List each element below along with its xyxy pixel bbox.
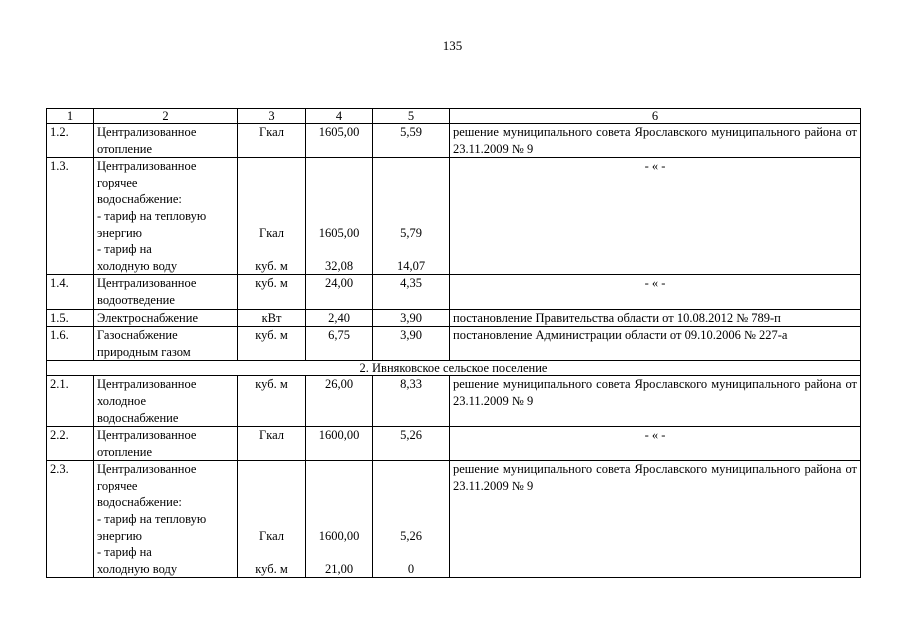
cell-line: Централизованное (97, 428, 197, 443)
table-row (47, 275, 861, 309)
cell-line: отопление (97, 444, 153, 459)
legal-basis: постановление Администрации области от 09.10.2006 № 227-а (450, 327, 861, 361)
row-number: 1.6. (47, 327, 94, 361)
unit-cell (238, 461, 306, 578)
cell-line: Централизованное (97, 125, 197, 139)
cell-line: горячее (97, 478, 138, 493)
cell-line: Централизованное (97, 276, 197, 291)
cell-line (309, 241, 369, 258)
section-row (47, 361, 861, 376)
cell-line: энергию (97, 528, 143, 543)
cell-line (309, 511, 369, 528)
cell-line (241, 544, 302, 561)
cell-line (241, 208, 302, 225)
tariff-cell (373, 427, 450, 461)
cell-line: водоснабжение: (97, 192, 182, 207)
cell-line: Электроснабжение (97, 310, 198, 325)
cell-line (241, 241, 302, 258)
cell-line: 0 (407, 561, 415, 576)
cell-line: 32,08 (324, 258, 354, 273)
cell-line (241, 158, 302, 175)
cell-line (376, 478, 446, 495)
column-header: 6 (450, 109, 861, 124)
cell-line (241, 494, 302, 511)
cell-line (309, 478, 369, 495)
unit-cell (238, 427, 306, 461)
table-row (47, 124, 861, 158)
section-title: 2. Ивняковское сельское поселение (47, 361, 861, 376)
legal-basis: - « - (450, 275, 861, 309)
legal-basis: решение муниципального совета Ярославского муниципального района от 23.11.2009 № 9 (450, 376, 861, 427)
cell-line: 5,26 (400, 528, 422, 543)
cell-line: 24,00 (324, 276, 354, 291)
cell-line: энергию (97, 225, 143, 240)
page-number: 135 (442, 38, 463, 53)
cell-line (309, 461, 369, 478)
cell-line (376, 191, 446, 208)
volume-cell (306, 427, 373, 461)
cell-line (376, 208, 446, 225)
tariff-cell (373, 461, 450, 578)
cell-line: - тариф на тепловую (97, 208, 207, 223)
cell-line (241, 461, 302, 478)
legal-basis: постановление Правительства области от 10.08.2012 № 789-п (450, 309, 861, 327)
cell-line: холодное (97, 393, 146, 408)
legal-basis: решение муниципального совета Ярославского муниципального района от 23.11.2009 № 9 (450, 124, 861, 158)
cell-line (376, 461, 446, 478)
service-name (94, 124, 238, 158)
unit-cell (238, 327, 306, 361)
cell-line: отопление (97, 141, 153, 156)
volume-cell (306, 376, 373, 427)
cell-line: куб. м (255, 377, 288, 392)
volume-cell (306, 327, 373, 361)
unit-cell (238, 309, 306, 327)
cell-line: Гкал (258, 125, 284, 139)
volume-cell (306, 158, 373, 275)
tariff-cell (373, 309, 450, 327)
cell-line: кВт (261, 310, 282, 325)
cell-line: водоотведение (97, 292, 175, 307)
tariff-cell (373, 275, 450, 309)
cell-line (309, 191, 369, 208)
cell-line: природным газом (97, 344, 191, 359)
volume-cell (306, 461, 373, 578)
tariff-table (46, 108, 861, 578)
volume-cell (306, 309, 373, 327)
row-number: 1.2. (47, 124, 94, 158)
column-header: 4 (306, 109, 373, 124)
legal-basis: решение муниципального совета Ярославского муниципального района от 23.11.2009 № 9 (450, 461, 861, 578)
cell-line (241, 511, 302, 528)
cell-line (241, 478, 302, 495)
cell-line: 5,26 (400, 428, 422, 443)
cell-line: Гкал (258, 528, 284, 543)
cell-line: Газоснабжение (97, 328, 178, 343)
column-header: 1 (47, 109, 94, 124)
cell-line: 6,75 (328, 328, 350, 343)
cell-line (376, 241, 446, 258)
tariff-cell (373, 327, 450, 361)
cell-line (376, 158, 446, 175)
cell-line: куб. м (255, 258, 288, 273)
cell-line: 1605,00 (318, 225, 360, 240)
tariff-cell (373, 124, 450, 158)
cell-line: 3,90 (400, 310, 422, 325)
cell-line: 26,00 (324, 377, 354, 392)
unit-cell (238, 376, 306, 427)
row-number: 2.2. (47, 427, 94, 461)
cell-line: - тариф на (97, 545, 152, 560)
cell-line: 1600,00 (318, 428, 360, 443)
table-row (47, 327, 861, 361)
cell-line: 5,59 (400, 125, 422, 139)
cell-line (241, 175, 302, 192)
table-header-row (47, 109, 861, 124)
cell-line (309, 175, 369, 192)
row-number: 1.4. (47, 275, 94, 309)
row-number: 2.3. (47, 461, 94, 578)
cell-line: Гкал (258, 428, 284, 443)
cell-line: 4,35 (400, 276, 422, 291)
table-row (47, 376, 861, 427)
cell-line (376, 511, 446, 528)
column-header: 5 (373, 109, 450, 124)
cell-line: 8,33 (400, 377, 422, 392)
table-row (47, 158, 861, 275)
service-name (94, 427, 238, 461)
cell-line: Гкал (258, 225, 284, 240)
service-name (94, 158, 238, 275)
service-name (94, 461, 238, 578)
cell-line: 21,00 (324, 561, 354, 576)
unit-cell (238, 275, 306, 309)
cell-line (309, 494, 369, 511)
cell-line: 3,90 (400, 328, 422, 343)
unit-cell (238, 124, 306, 158)
cell-line: водоснабжение (97, 410, 179, 425)
service-name (94, 327, 238, 361)
service-name (94, 275, 238, 309)
cell-line: 1605,00 (318, 125, 360, 139)
cell-line (309, 158, 369, 175)
volume-cell (306, 275, 373, 309)
table-row (47, 427, 861, 461)
cell-line: холодную воду (97, 561, 178, 576)
row-number: 1.5. (47, 309, 94, 327)
cell-line (376, 494, 446, 511)
row-number: 1.3. (47, 158, 94, 275)
tariff-cell (373, 376, 450, 427)
cell-line: - тариф на тепловую (97, 512, 207, 527)
cell-line: горячее (97, 175, 138, 190)
tariff-cell (373, 158, 450, 275)
cell-line (309, 544, 369, 561)
cell-line (241, 191, 302, 208)
table-row (47, 309, 861, 327)
cell-line: 5,79 (400, 225, 422, 240)
cell-line (309, 208, 369, 225)
cell-line: 1600,00 (318, 528, 360, 543)
cell-line: куб. м (255, 276, 288, 291)
table-row (47, 461, 861, 578)
cell-line: 2,40 (328, 310, 350, 325)
cell-line: куб. м (255, 561, 288, 576)
cell-line: куб. м (255, 328, 288, 343)
cell-line: Централизованное (97, 377, 197, 392)
column-header: 3 (238, 109, 306, 124)
cell-line: Централизованное (97, 159, 197, 174)
cell-line (376, 175, 446, 192)
legal-basis: - « - (450, 427, 861, 461)
column-header: 2 (94, 109, 238, 124)
legal-basis: - « - (450, 158, 861, 275)
cell-line: 14,07 (396, 258, 426, 273)
cell-line: Централизованное (97, 462, 197, 477)
service-name (94, 309, 238, 327)
volume-cell (306, 124, 373, 158)
service-name (94, 376, 238, 427)
cell-line: водоснабжение: (97, 495, 182, 510)
cell-line: - тариф на (97, 242, 152, 257)
cell-line: холодную воду (97, 258, 178, 273)
cell-line (376, 544, 446, 561)
row-number: 2.1. (47, 376, 94, 427)
unit-cell (238, 158, 306, 275)
